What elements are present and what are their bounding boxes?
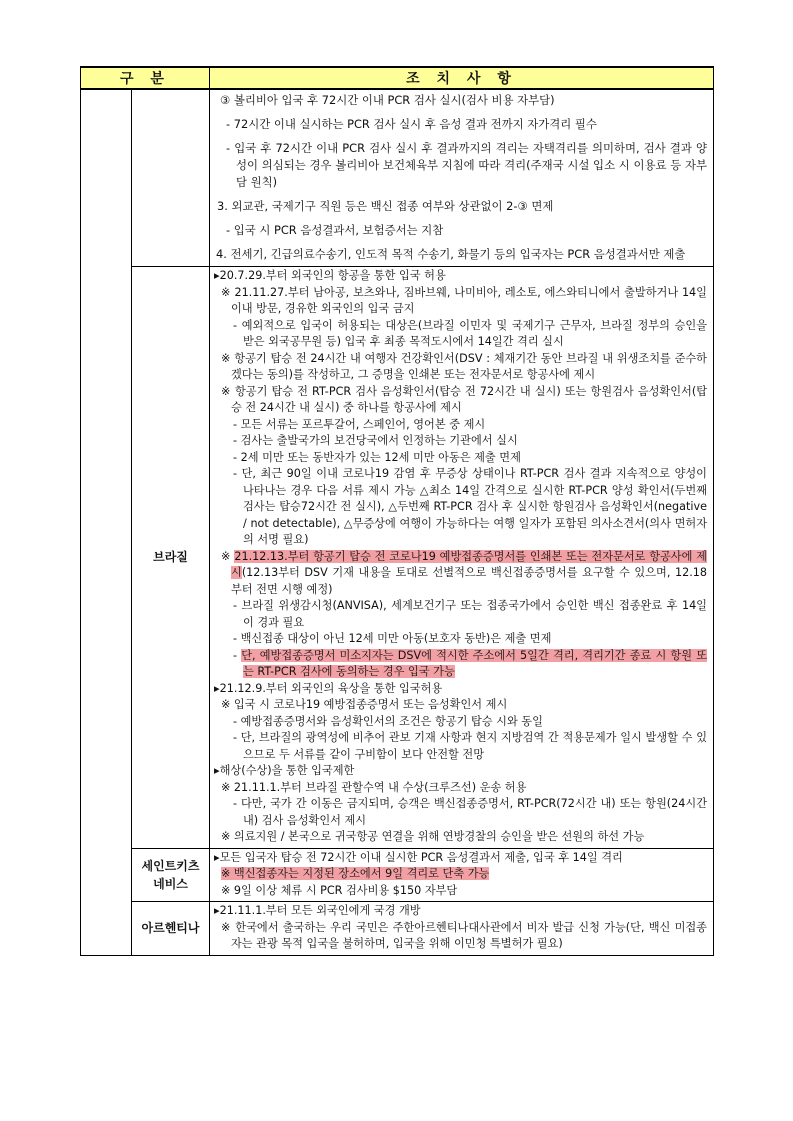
brazil-item: ※ 입국 시 코로나19 예방접종증명서 또는 음성확인서 제시 xyxy=(221,698,508,711)
bolivia-item: 4. 전세기, 긴급의료수송기, 인도적 목적 수송기, 화물기 등의 입국자는 PCR 음성결과서만 제출 xyxy=(216,247,686,261)
country-cell-brazil: 브라질 xyxy=(132,267,210,849)
brazil-item: - 검사는 출발국가의 보건당국에서 인정하는 기관에서 실시 xyxy=(233,434,518,447)
stkitts-measures xyxy=(210,848,714,902)
stkitts-highlight: ※ 백신접종자는 지정된 장소에서 9일 격리로 단축 가능 xyxy=(221,867,490,880)
note-mark: ※ xyxy=(221,549,231,563)
brazil-vax-item xyxy=(214,549,707,599)
vax-note: (12.13부터 DSV 기재 내용을 토대로 선별적으로 백신접종증명서를 요구할 수 있으며, 12.18부터 전면 시행 예정) xyxy=(231,566,707,596)
bolivia-item: ③ 볼리비아 입국 후 72시간 이내 PCR 검사 실시(검사 비용 자부담) xyxy=(220,93,555,107)
stkitts-item xyxy=(214,866,707,883)
brazil-measures xyxy=(210,267,714,849)
brazil-item: ※ 의료지원 / 본국으로 귀국항공 연결을 위해 연방경찰의 승인을 받은 선원의 하선 가능 xyxy=(221,830,645,843)
brazil-item: - 모든 서류는 포르투갈어, 스페인어, 영어본 중 제시 xyxy=(233,417,486,431)
brazil-item: ※ 21.11.1.부터 브라질 관할수역 내 수상(크루즈선) 운송 허용 xyxy=(221,780,527,794)
brazil-item: - 다만, 국가 간 이동은 금지되며, 승객은 백신접종증명서, RT-PCR(72시간 내) 또는 항원(24시간 내) 검사 음성확인서 제시 xyxy=(233,797,707,827)
row-bolivia xyxy=(81,89,714,267)
argentina-item: ※ 한국에서 출국하는 우리 국민은 주한아르헨티나대사관에서 비자 발급 신청 가능(단, 백신 미접종자는 관광 목적 입국을 불허하며, 입국을 위해 이민청 특별허가 필요) xyxy=(221,920,707,950)
brazil-item: ※ 21.11.27.부터 남아공, 보츠와나, 짐바브웨, 나미비아, 레소토, 에스와티니에서 출발하거나 14일 이내 방문, 경유한 외국인의 입국 금지 xyxy=(221,285,707,315)
row-stkitts xyxy=(81,848,714,902)
brazil-item: ▸21.12.9.부터 외국인의 육상을 통한 입국허용 xyxy=(214,681,443,695)
brazil-item: ※ 항공기 탑승 전 RT-PCR 검사 음성확인서(탑승 전 72시간 내 실시) 또는 항원검사 음성확인서(탑승 전 24시간 내 실시) 중 하나를 항공사에 제시 xyxy=(221,384,707,414)
brazil-item: - 단, 최근 90일 이내 코로나19 감염 후 무증상 상태이나 RT-PCR 검사 결과 지속적으로 양성이 나타나는 경우 다음 서류 제시 가능 △최소 14일 간격으로 실시한 RT-PCR 양성 확인서(두번째 검사는 탑승72시간 전 실시), △두번째 RT-PCR 검사 후 실시한 항원검사 음성확인서(negative / not detectable), △무증상에 여행이 가능하다는 여행 일자가 포함된 의사소견서(의사 면허자의 서명 필요) xyxy=(233,467,707,546)
region-cell xyxy=(81,89,132,955)
stkitts-item: ▸모든 입국자 탑승 전 72시간 이내 실시한 PCR 음성결과서 제출, 입국 후 14일 격리 xyxy=(214,850,623,864)
country-cell-argentina: 아르헨티나 xyxy=(132,902,210,956)
brazil-item: ▸20.7.29.부터 외국인의 항공을 통한 입국 허용 xyxy=(214,269,446,282)
measures-table xyxy=(80,66,714,956)
row-brazil xyxy=(81,267,714,849)
header-category: 구 분 xyxy=(81,67,210,89)
brazil-item: - 예방접종증명서와 음성확인서의 조건은 항공기 탑승 시와 동일 xyxy=(233,714,543,728)
row-argentina xyxy=(81,902,714,956)
header-measures: 조 치 사 항 xyxy=(210,67,714,89)
brazil-item: ▸해상(수상)을 통한 입국제한 xyxy=(214,764,355,777)
brazil-item: - 단, 브라질의 광역성에 비추어 관보 기재 사항과 현지 지방검역 간 적용문제가 일시 발생할 수 있으므로 두 서류를 같이 구비함이 보다 안전할 전망 xyxy=(233,731,707,761)
argentina-item: ▸21.11.1.부터 모든 외국인에게 국경 개방 xyxy=(214,904,421,917)
country-name-line: 세인트키츠 xyxy=(141,858,200,873)
country-name-line: 네비스 xyxy=(153,876,188,891)
brazil-item: - 2세 미만 또는 동반자가 있는 12세 미만 아동은 제출 면제 xyxy=(233,450,521,464)
brazil-item: - 백신접종 대상이 아닌 12세 미만 아동(보호자 동반)은 제출 면제 xyxy=(233,632,552,645)
bolivia-item: - 72시간 이내 실시하는 PCR 검사 실시 후 음성 결과 전까지 자가격리 필수 xyxy=(226,117,597,131)
table-header-row xyxy=(81,67,714,89)
brazil-unvax-item xyxy=(214,648,707,681)
bolivia-item: 3. 외교관, 국제기구 직원 등은 백신 접종 여부와 상관없이 2-③ 면제 xyxy=(217,199,554,213)
country-cell-bolivia xyxy=(132,89,210,267)
dash-mark: - xyxy=(233,648,238,662)
unvax-highlight: 단, 예방접종증명서 미소지자는 DSV에 적시한 주소에서 5일간 격리, 격리기간 종료 시 항원 또는 RT-PCR 검사에 동의하는 경우 입국 가능 xyxy=(241,648,707,678)
argentina-measures xyxy=(210,902,714,956)
bolivia-item: - 입국 후 72시간 이내 PCR 검사 실시 후 결과까지의 격리는 자택격리를 의미하며, 검사 결과 양성이 의심되는 경우 볼리비아 보건체육부 지침에 따라 격리(주재국 시설 입소 시 이용료 등 자부담 원칙) xyxy=(226,141,707,189)
brazil-item: - 예외적으로 입국이 허용되는 대상은(브라질 이민자 및 국제기구 근무자, 브라질 정부의 승인을 받은 외국공무원 등) 입국 후 최종 목적도시에서 14일간 격리 실시 xyxy=(233,318,707,348)
bolivia-item: - 입국 시 PCR 음성결과서, 보험증서는 지참 xyxy=(226,223,444,237)
brazil-item: - 브라질 위생감시청(ANVISA), 세계보건기구 또는 접종국가에서 승인한 백신 접종완료 후 14일이 경과 필요 xyxy=(233,599,707,629)
country-cell-stkitts xyxy=(132,848,210,902)
brazil-item: ※ 항공기 탑승 전 24시간 내 여행자 건강확인서(DSV : 체재기간 동안 브라질 내 위생조치를 준수하겠다는 동의)를 작성하고, 그 증명을 인쇄본 또는 전자문서로 항공사에 제시 xyxy=(221,351,707,381)
vax-highlight: 21.12.13.부터 항공기 탑승 전 코로나19 예방접종증명서를 인쇄본 또는 전자문서로 항공사에 제시 xyxy=(231,549,707,579)
bolivia-measures xyxy=(210,89,714,267)
stkitts-item: ※ 9일 이상 체류 시 PCR 검사비용 $150 자부담 xyxy=(221,883,458,897)
